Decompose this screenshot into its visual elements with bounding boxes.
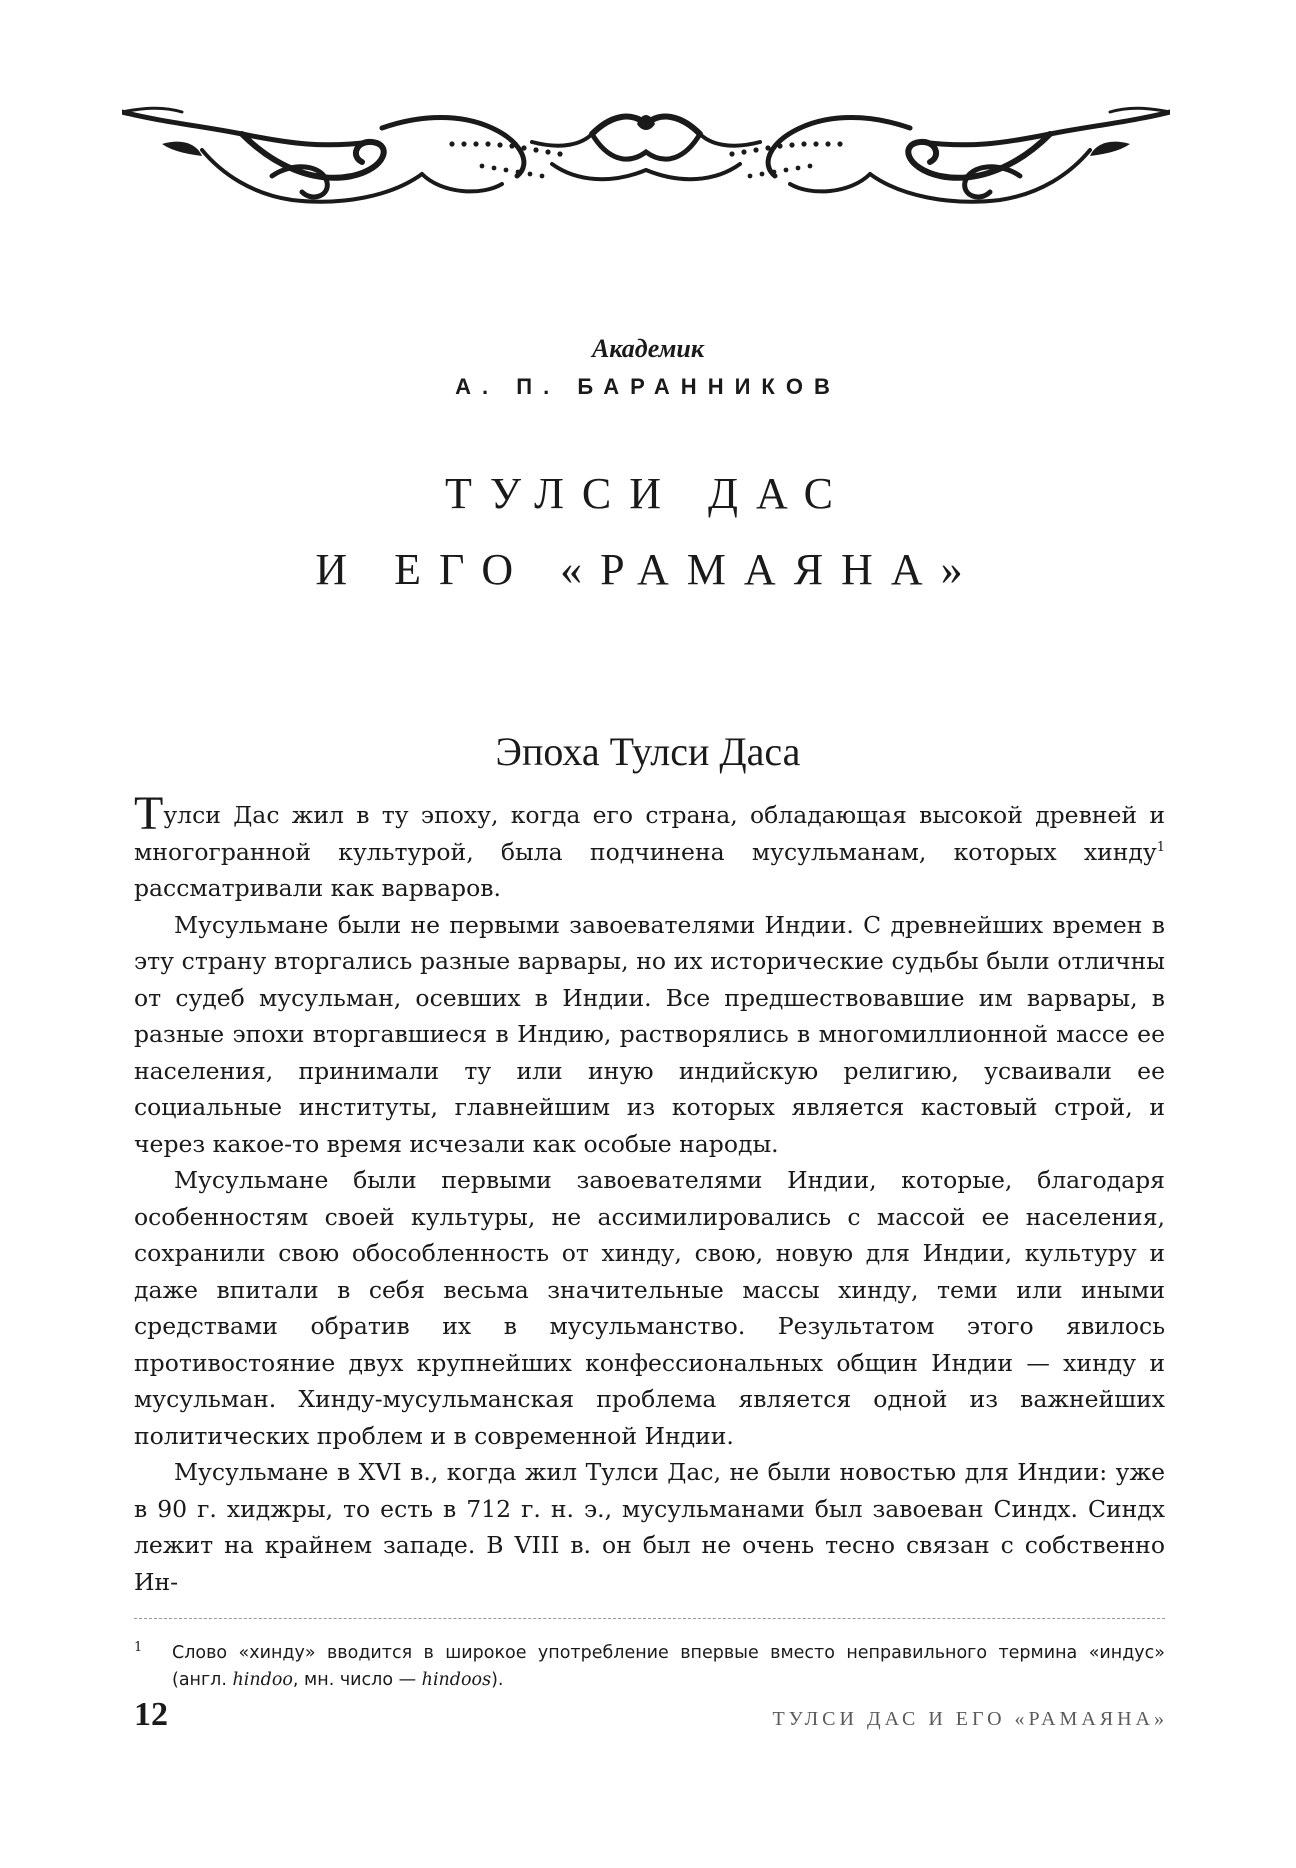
section-heading: Эпоха Тулси Даса [495,729,801,774]
footnote-text [172,1640,1165,1694]
paragraph-3: Мусульмане были первыми завоевателями Индии, которые, благодаря особенностям своей культуры, не ассимилировались с массой ее населения, сохранили свою обособленность от хинду, свою, новую для Индии, культуру и даже впитали в себя весьма значительные массы хинду, теми или иными средствами обратив их в мусульманство. Результатом этого явилось противостояние двух крупнейших конфессиональных общин Индии — хинду и мусульман. Хинду-мусульманская проблема является одной из важнейших политических проблем и в современной Индии. [134,1166,1165,1450]
paragraph-1 [134,787,1165,907]
paragraph-4: Мусульмане в XVI в., когда жил Тулси Дас, не были новостью для Индии: уже в 90 г. хиджры, то есть в 712 г. н. э., мусульманами был завоеван Синдх. Синдх лежит на крайнем западе. В VIII в. он был не очень тесно связан с собственно Ин- [134,1458,1165,1596]
author-title: Академик [591,334,705,363]
footnote-mark: 1 [134,1640,143,1655]
book-title-line-2: И ЕГО «РАМАЯНА» [315,545,981,594]
footnote-term-hindoos: hindoos [421,1670,492,1690]
paragraph-2: Мусульмане были не первыми завоевателями Индии. С древнейших времен в эту страну вторгались разные варвары, но их исторические судьбы были отличны от судеб мусульман, осевших в Индии. Все предшествовавшие им варвары, в разные эпохи вторгавшиеся в Индию, растворялись в многомиллионной массе ее населения, принимали ту или иную индийскую религию, усваивали ее социальные институты, главнейшим из которых является кастовый строй, и через какое-то время исчезали как особые народы. [134,910,1165,1158]
page-number: 12 [134,1696,168,1733]
author-name: А. П. БАРАННИКОВ [455,374,841,399]
footnote-divider [134,1618,1165,1619]
decorative-ornament-header [122,104,1170,214]
book-title-line-1: ТУЛСИ ДАС [445,469,851,518]
footnote-term-hindoo: hindoo [232,1670,293,1690]
paragraph-1-text: улси Дас жил в ту эпоху, когда его страна, обладающая высокой древней и многогранной культурой, была подчинена мусульманам, которых хинду [134,801,1165,866]
footnote-end: ). [491,1670,504,1690]
running-head: ТУЛСИ ДАС И ЕГО «РАМАЯНА» [772,1708,1168,1730]
footnote-main: Слово «хинду» вводится в широкое употребление впервые вместо неправильного термина «индус» (англ. [172,1643,1165,1690]
footnote-reference[interactable]: 1 [1156,839,1165,855]
body-text [134,787,1165,1600]
footnote-mid: , мн. число — [292,1670,422,1690]
drop-cap: Т [134,787,164,840]
paragraph-1-text-end: рассматривали как варваров. [134,874,501,902]
